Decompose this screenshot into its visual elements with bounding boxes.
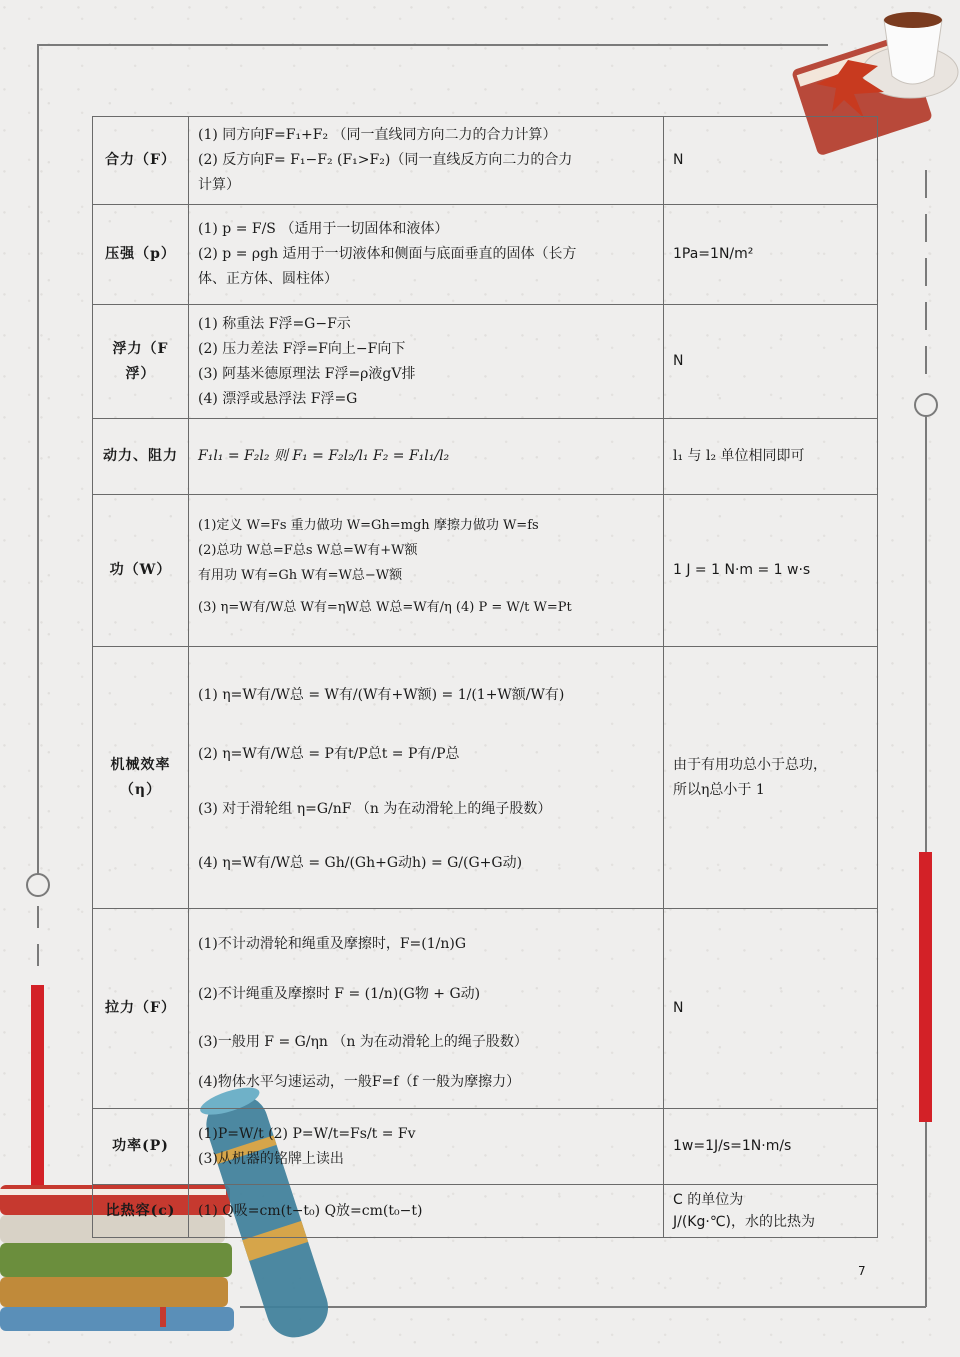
row-unit: 1Pa=1N/m² <box>664 205 878 305</box>
formula-line: (3)从机器的铭牌上读出 <box>198 1150 344 1167</box>
frame-dash <box>37 906 39 928</box>
frame-dash <box>37 944 39 966</box>
page-number: 7 <box>858 1264 866 1278</box>
row-unit: N <box>664 117 878 205</box>
frame-top-line <box>38 44 828 46</box>
row-unit: 由于有用功总小于总功， 所以η总小于 1 <box>664 647 878 909</box>
frame-dash <box>925 170 927 198</box>
row-label: 机械效率 （η） <box>93 647 189 909</box>
formula-line: 体、正方体、圆柱体） <box>198 271 338 287</box>
table-row <box>93 1185 878 1238</box>
frame-ring <box>26 873 50 897</box>
row-unit: C 的单位为 J/(Kg·℃)，水的比热为 <box>664 1185 878 1238</box>
formula-line: (1) p = F/S （适用于一切固体和液体） <box>198 221 449 237</box>
row-formula <box>189 1185 664 1238</box>
row-formula <box>189 1109 664 1185</box>
frame-dash <box>925 258 927 286</box>
table-row <box>93 495 878 647</box>
formula-line: (2) 压力差法 F浮=F向上−F向下 <box>198 340 406 357</box>
table-row <box>93 205 878 305</box>
frame-dash <box>925 214 927 242</box>
formula-line: (2)总功 W总=F总s W总=W有+W额 <box>198 543 418 558</box>
row-formula <box>189 495 664 647</box>
formula-line: (3) 阿基米德原理法 F浮=ρ液gV排 <box>198 365 416 382</box>
formula-line: (1) η=W有/W总 = W有/(W有+W额) = 1/(1+W额/W有) <box>198 686 565 703</box>
table-row <box>93 909 878 1109</box>
formula-line: (1)定义 W=Fs 重力做功 W=Gh=mgh 摩擦力做功 W=fs <box>198 518 539 533</box>
frame-dash <box>925 302 927 330</box>
table-row <box>93 117 878 205</box>
table-row <box>93 1109 878 1185</box>
row-label: 压强（p） <box>93 205 189 305</box>
table-row <box>93 419 878 495</box>
row-formula <box>189 909 664 1109</box>
row-label: 拉力（F） <box>93 909 189 1109</box>
frame-dash <box>925 346 927 374</box>
row-label: 功率(P) <box>93 1109 189 1185</box>
row-unit: l₁ 与 l₂ 单位相同即可 <box>664 419 878 495</box>
formula-line: (3) η=W有/W总 W有=ηW总 W总=W有/η (4) P = W/t W=Pt <box>198 600 572 615</box>
formula-line: (1)不计动滑轮和绳重及摩擦时，F=(1/n)G <box>198 935 467 952</box>
row-formula <box>189 205 664 305</box>
formula-line: (2)不计绳重及摩擦时 F = (1/n)(G物 + G动) <box>198 985 481 1002</box>
formula-line: (3) 对于滑轮组 η=G/nF （n 为在动滑轮上的绳子股数） <box>198 800 552 817</box>
row-unit: 1w=1J/s=1N·m/s <box>664 1109 878 1185</box>
formula-line: (1) 称重法 F浮=G−F示 <box>198 315 351 332</box>
row-formula <box>189 305 664 419</box>
row-unit: N <box>664 909 878 1109</box>
formula-table <box>92 116 878 1238</box>
formula-line: 有用功 W有=Gh W有=W总−W额 <box>198 568 403 583</box>
row-unit: N <box>664 305 878 419</box>
row-label: 合力（F） <box>93 117 189 205</box>
formula-line: F₁l₁ = F₂l₂ 则 F₁ = F₂l₂/l₁ F₂ = F₁l₁/l₂ <box>198 448 450 464</box>
formula-line: (4) 漂浮或悬浮法 F浮=G <box>198 390 358 407</box>
row-formula <box>189 419 664 495</box>
formula-line: (2) η=W有/W总 = P有t/P总t = P有/P总 <box>198 745 460 762</box>
frame-left-line <box>37 44 39 874</box>
row-label: 浮力（F浮） <box>93 305 189 419</box>
formula-line: (1) Q吸=cm(t−t₀) Q放=cm(t₀−t) <box>198 1202 423 1219</box>
formula-line: (3)一般用 F = G/ηn （n 为在动滑轮上的绳子股数） <box>198 1033 528 1050</box>
row-unit: 1 J = 1 N·m = 1 w·s <box>664 495 878 647</box>
formula-line: (2) p = ρgh 适用于一切液体和侧面与底面垂直的固体（长方 <box>198 246 577 262</box>
formula-line: (4)物体水平匀速运动，一般F=f（f 一般为摩擦力） <box>198 1073 521 1090</box>
formula-line: 计算） <box>198 177 240 193</box>
red-accent-bar <box>31 985 44 1185</box>
formula-line: (4) η=W有/W总 = Gh/(Gh+G动h) = G/(G+G动) <box>198 854 523 871</box>
row-formula <box>189 117 664 205</box>
formula-line: (1) 同方向F=F₁+F₂ （同一直线同方向二力的合力计算） <box>198 127 557 143</box>
frame-ring <box>914 393 938 417</box>
row-label: 动力、阻力 <box>93 419 189 495</box>
row-formula <box>189 647 664 909</box>
table-row <box>93 647 878 909</box>
table-row <box>93 305 878 419</box>
row-label: 功（W） <box>93 495 189 647</box>
formula-line: (2) 反方向F= F₁−F₂ (F₁>F₂)（同一直线反方向二力的合力 <box>198 152 573 168</box>
red-accent-bar <box>919 852 932 1122</box>
formula-line: (1)P=W/t (2) P=W/t=Fs/t = Fv <box>198 1125 416 1142</box>
row-label: 比热容(c) <box>93 1185 189 1238</box>
